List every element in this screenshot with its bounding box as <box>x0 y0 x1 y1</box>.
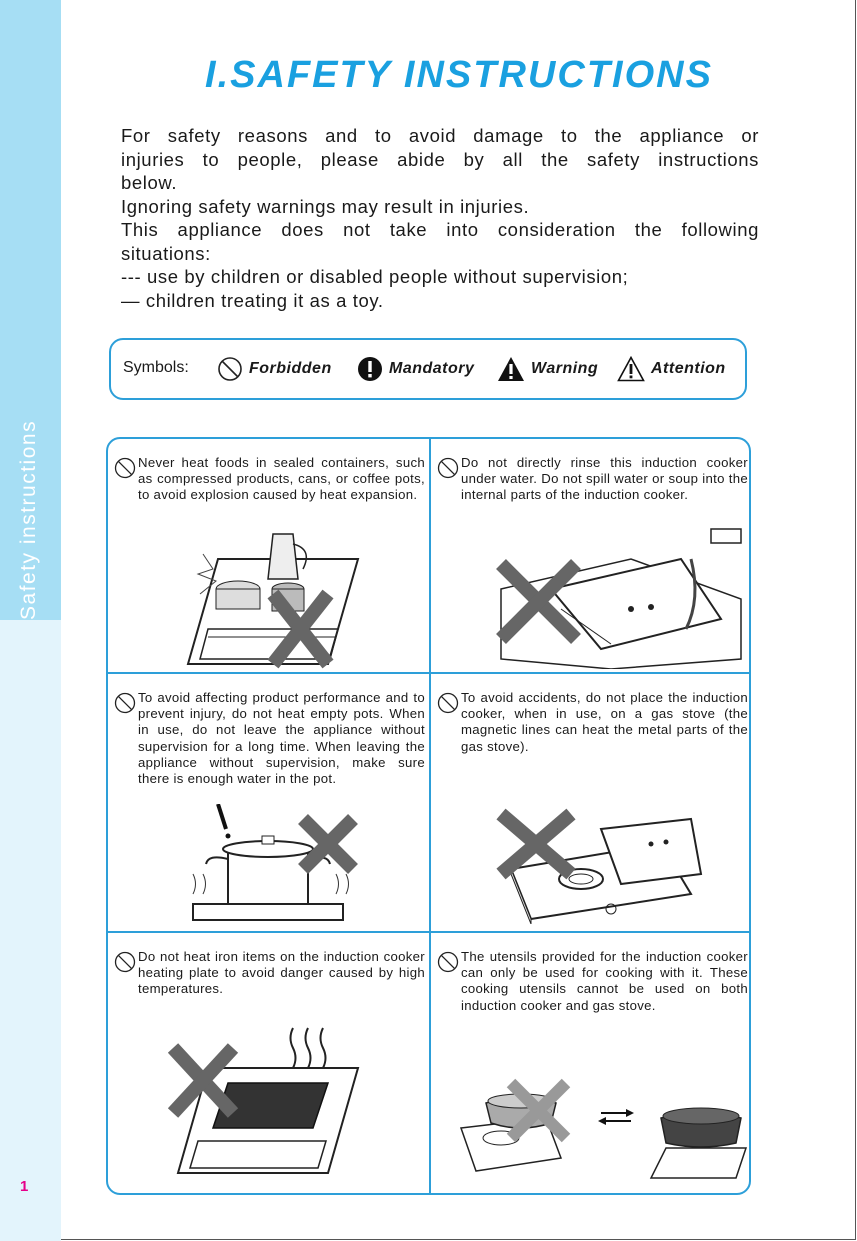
symbol-attention <box>617 356 726 382</box>
forbidden-icon <box>437 951 459 973</box>
forbidden-icon <box>437 457 459 479</box>
intro-line: For safety reasons and to avoid damage to the appliance or <box>121 125 759 146</box>
symbol-warning <box>497 356 598 382</box>
instruction-cell-empty-pots <box>108 674 429 931</box>
page-number: 1 <box>20 1178 29 1195</box>
intro-text <box>121 124 759 312</box>
forbidden-icon <box>114 951 136 973</box>
page-title: I.SAFETY INSTRUCTIONS <box>205 54 713 96</box>
forbidden-icon <box>114 692 136 714</box>
intro-line: situations: <box>121 242 211 264</box>
instruction-cell-utensils <box>431 933 751 1195</box>
instruction-cell-water-rinse <box>431 439 751 672</box>
intro-line: below. <box>121 172 178 193</box>
cooker-cans-illustration <box>178 519 368 669</box>
forbidden-icon <box>437 692 459 714</box>
symbol-attention-label: Attention <box>651 360 726 377</box>
symbol-warning-label: Warning <box>531 360 599 377</box>
intro-line: injuries to people, please abide by all the safety instructions <box>121 148 759 170</box>
intro-line: Ignoring safety warnings may result in injuries. <box>121 195 530 217</box>
mandatory-icon <box>357 356 383 382</box>
symbol-mandatory-label: Mandatory <box>389 360 475 377</box>
instruction-cell-iron-items <box>108 933 429 1195</box>
instruction-grid <box>106 437 751 1195</box>
instruction-text: To avoid affecting product performance and to prevent injury, do not heat empty pots. When in use, do not leave the appliance without supervision for a long time. When leaving the appliance without supervision, make sure there is enough water in the pot. <box>138 690 425 787</box>
symbol-forbidden <box>217 356 332 382</box>
intro-line: --- use by children or disabled people without supervision; <box>121 266 629 287</box>
intro-line: This appliance does not take into consideration the following <box>121 219 759 240</box>
instruction-text: Do not directly rinse this induction cooker under water. Do not spill water or soup into the internal parts of the induction cooker. <box>461 455 748 503</box>
instruction-text: Do not heat iron items on the induction cooker heating plate to avoid danger caused by high temperatures. <box>138 949 425 997</box>
instruction-text: Never heat foods in sealed containers, such as compressed products, cans, or coffee pots, to avoid explosion caused by heat expansion. <box>138 455 425 503</box>
intro-line: — children treating it as a toy. <box>121 289 384 311</box>
utensil-swap-illustration <box>456 1043 751 1183</box>
attention-icon <box>617 356 645 382</box>
instruction-cell-sealed-containers <box>108 439 429 672</box>
cooker-on-gas-stove-illustration <box>491 774 751 924</box>
cooker-under-water-illustration <box>491 519 751 669</box>
instruction-text: The utensils provided for the induction cooker can only be used for cooking with it. These cooking utensils cannot be used on both induction cooker and gas stove. <box>461 949 748 1013</box>
symbol-forbidden-label: Forbidden <box>249 360 332 377</box>
instruction-cell-gas-stove <box>431 674 751 931</box>
sidebar-label: Safety instructions <box>17 419 40 620</box>
symbol-mandatory <box>357 356 474 382</box>
symbols-legend <box>109 338 747 400</box>
forbidden-icon <box>114 457 136 479</box>
empty-pot-illustration <box>178 804 378 924</box>
instruction-text: To avoid accidents, do not place the induction cooker, when in use, on a gas stove (the magnetic lines can heat the metal parts of the gas stove). <box>461 690 748 754</box>
warning-icon <box>497 356 525 382</box>
forbidden-icon <box>217 356 243 382</box>
iron-plate-illustration <box>168 1023 368 1183</box>
symbols-label: Symbols: <box>123 359 189 376</box>
